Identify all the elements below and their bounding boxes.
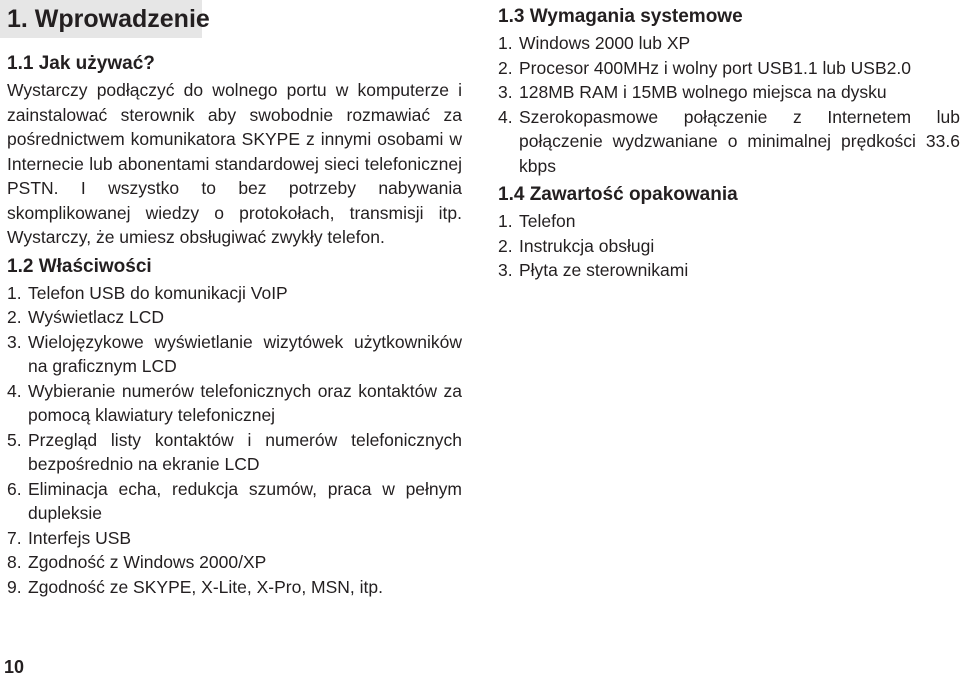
page-number: 10 bbox=[4, 657, 25, 677]
list-item: 2. Procesor 400MHz i wolny port USB1.1 lub USB2.0 bbox=[498, 57, 911, 78]
right-column bbox=[498, 3, 960, 283]
list-item: 1. Telefon bbox=[498, 211, 576, 231]
list-item: 6. Eliminacja echa, redukcja szumów, praca w pełnym dupleksie bbox=[7, 478, 462, 523]
list-item: 9. Zgodność ze SKYPE, X-Lite, X-Pro, MSN, itp. bbox=[7, 576, 383, 597]
list-item: 3. 128MB RAM i 15MB wolnego miejsca na dysku bbox=[498, 82, 887, 102]
section-heading-features: 1.2 Właściwości bbox=[7, 255, 152, 277]
list-item: 4. Wybieranie numerów telefonicznych oraz kontaktów za pomocą klawiatury telefonicznej bbox=[7, 380, 462, 425]
chapter-title-box bbox=[0, 0, 210, 38]
section-heading-usage: 1.1 Jak używać? bbox=[7, 53, 155, 74]
list-item: 2. Wyświetlacz LCD bbox=[7, 307, 164, 327]
section-heading-requirements: 1.3 Wymagania systemowe bbox=[498, 6, 743, 27]
list-item: 4. Szerokopasmowe połączenie z Internetem lub połączenie wydzwaniane o minimalnej prędkości 33.6 kbps bbox=[498, 106, 960, 176]
section-heading-package: 1.4 Zawartość opakowania bbox=[498, 184, 738, 205]
list-item: 3. Wielojęzykowe wyświetlanie wizytówek użytkowników na graficznym LCD bbox=[7, 331, 462, 376]
left-column bbox=[7, 50, 462, 599]
features-list bbox=[7, 281, 462, 600]
usage-paragraph: Wystarczy podłączyć do wolnego portu w komputerze i zainstalować sterownik aby swobodnie rozmawiać za pośrednictwem komunikatora SKYPE z innymi osobami w Internecie lub abonentami standardowej sieci telefonicznej PSTN. I wszystko to bez potrzeby nabywania skomplikowanej wiedzy o protokołach, transmisji itp. Wystarczy, że umiesz obsługiwać zwykły telefon. bbox=[7, 80, 462, 247]
requirements-list bbox=[498, 31, 960, 178]
list-item: 2. Instrukcja obsługi bbox=[498, 235, 655, 256]
list-item: 3. Płyta ze sterownikami bbox=[498, 260, 689, 280]
list-item: 1. Windows 2000 lub XP bbox=[498, 33, 691, 53]
list-item: 5. Przegląd listy kontaktów i numerów telefonicznych bezpośrednio na ekranie LCD bbox=[7, 429, 462, 474]
list-item: 7. Interfejs USB bbox=[7, 527, 132, 548]
list-item: 1. Telefon USB do komunikacji VoIP bbox=[7, 282, 288, 303]
chapter-title: 1. Wprowadzenie bbox=[7, 5, 210, 33]
package-list bbox=[498, 209, 960, 283]
list-item: 8. Zgodność z Windows 2000/XP bbox=[7, 552, 267, 572]
